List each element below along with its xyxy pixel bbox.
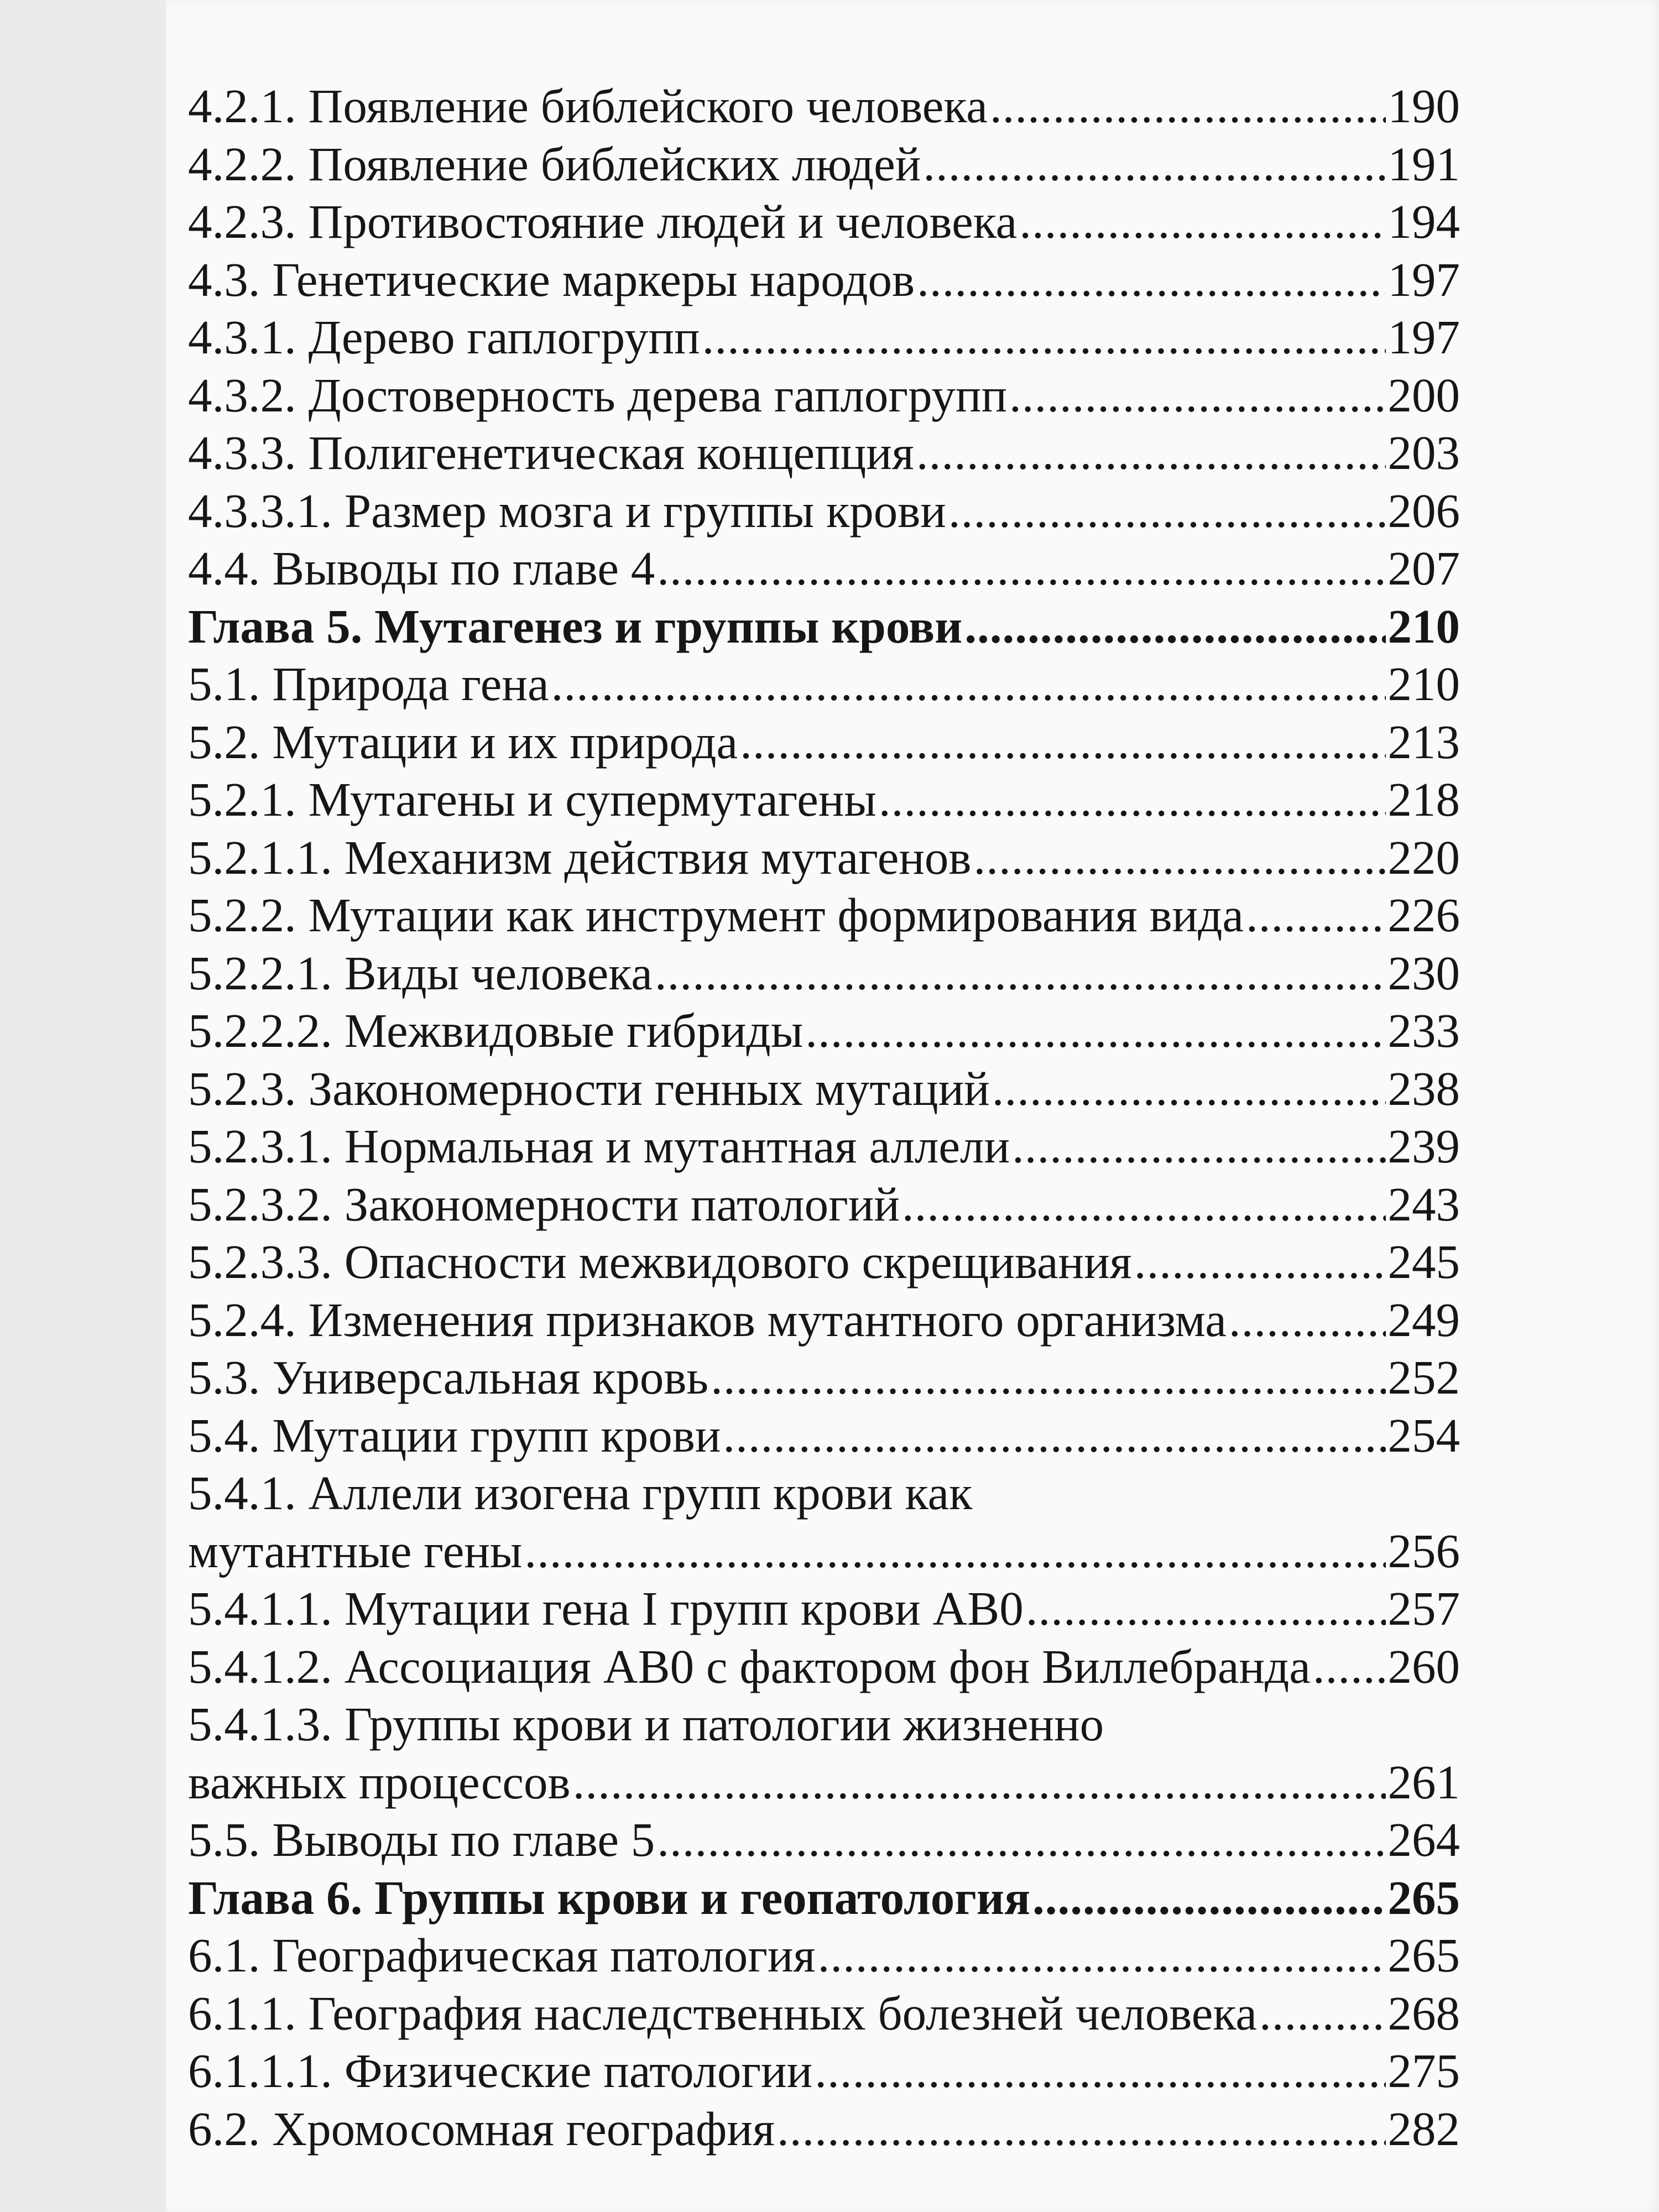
toc-entry-title: 5.3. Универсальная кровь: [188, 1350, 709, 1404]
table-of-contents: [188, 77, 1460, 2158]
toc-entry-page-number: 252: [1387, 1350, 1460, 1404]
dot-leader: [657, 540, 1385, 598]
dot-leader: [1229, 1291, 1386, 1349]
dot-leader: [815, 2042, 1385, 2100]
dot-leader: [916, 424, 1386, 482]
dot-leader: [702, 309, 1386, 367]
toc-entry: [188, 309, 1460, 367]
toc-entry-title: важных процессов: [188, 1755, 571, 1809]
dot-leader: [1313, 1638, 1386, 1696]
toc-entry-first-line: [188, 1695, 1460, 1754]
toc-entry-page-number: 239: [1387, 1119, 1460, 1173]
toc-entry-title: 5.2.2.2. Межвидовые гибриды: [188, 1004, 804, 1057]
toc-entry: [188, 1985, 1460, 2043]
dot-leader: [1026, 1580, 1386, 1638]
toc-entry: [188, 424, 1460, 482]
toc-entry-title: 4.4. Выводы по главе 4: [188, 541, 655, 595]
toc-entry-title: 5.4.1.3. Группы крови и патологии жизненно: [188, 1697, 1104, 1751]
toc-entry-page-number: 210: [1387, 599, 1460, 653]
toc-entry: [188, 1754, 1460, 1812]
toc-entry: [188, 540, 1460, 598]
toc-entry: [188, 1580, 1460, 1638]
toc-entry-title: 6.2. Хромосомная география: [188, 2101, 775, 2156]
toc-entry-first-line: [188, 1464, 1460, 1522]
toc-entry-page-number: 261: [1387, 1755, 1460, 1809]
toc-entry-page-number: 265: [1387, 1928, 1460, 1982]
toc-entry-title: 5.1. Природа гена: [188, 657, 549, 711]
toc-entry-title: 4.2.2. Появление библейских людей: [188, 137, 921, 191]
toc-entry-page-number: 197: [1387, 252, 1460, 306]
toc-entry-title: 6.1.1.1. Физические патологии: [188, 2044, 813, 2098]
toc-entry-page-number: 203: [1387, 426, 1460, 479]
dot-leader: [573, 1754, 1386, 1812]
toc-entry-title: 5.2.1.1. Механизм действия мутагенов: [188, 830, 972, 884]
toc-entry: [188, 251, 1460, 309]
dot-leader: [948, 482, 1386, 540]
dot-leader: [711, 1349, 1385, 1407]
toc-entry: [188, 1811, 1460, 1869]
dot-leader: [740, 713, 1385, 771]
toc-entry-title: мутантные гены: [188, 1524, 523, 1578]
toc-entry: [188, 713, 1460, 771]
toc-entry: [188, 77, 1460, 135]
toc-entry: [188, 1233, 1460, 1291]
dot-leader: [723, 1407, 1385, 1465]
toc-entry-title: 5.2.2. Мутации как инструмент формирования вида: [188, 888, 1244, 942]
dot-leader: [923, 135, 1385, 194]
toc-entry-page-number: 254: [1387, 1408, 1460, 1462]
toc-entry: [188, 1176, 1460, 1234]
toc-entry-title: 4.3.1. Дерево гаплогрупп: [188, 310, 700, 364]
toc-entry: [188, 1407, 1460, 1465]
toc-entry-page-number: 210: [1387, 657, 1460, 711]
toc-entry-title: 4.3.3.1. Размер мозга и группы крови: [188, 483, 946, 538]
toc-entry-title: Глава 6. Группы крови и геопатология: [188, 1870, 1031, 1924]
toc-entry-page-number: 260: [1387, 1639, 1460, 1693]
toc-entry-title: 5.4.1. Аллели изогена групп крови как: [188, 1466, 973, 1520]
toc-entry: [188, 1060, 1460, 1118]
toc-entry-title: 5.2.2.1. Виды человека: [188, 946, 653, 1000]
toc-entry: [188, 2100, 1460, 2158]
toc-entry-page-number: 256: [1387, 1524, 1460, 1578]
toc-entry: [188, 598, 1460, 656]
toc-entry-title: 4.3.2. Достоверность дерева гаплогрупп: [188, 368, 1008, 422]
toc-entry: [188, 1291, 1460, 1349]
toc-entry-page-number: 265: [1387, 1870, 1460, 1924]
toc-entry-title: 6.1. Географическая патология: [188, 1928, 816, 1982]
toc-entry-page-number: 191: [1387, 137, 1460, 191]
toc-entry-page-number: 197: [1387, 310, 1460, 364]
toc-entry: [188, 1869, 1460, 1927]
toc-entry: [188, 135, 1460, 194]
dot-leader: [1019, 193, 1385, 251]
dot-leader: [973, 829, 1385, 887]
toc-entry-page-number: 190: [1387, 79, 1460, 133]
dot-leader: [657, 1811, 1385, 1869]
toc-entry-title: 5.2. Мутации и их природа: [188, 714, 738, 769]
toc-entry: [188, 1349, 1460, 1407]
toc-entry-title: Глава 5. Мутагенез и группы крови: [188, 599, 963, 653]
toc-entry-page-number: 220: [1387, 830, 1460, 884]
toc-entry-title: 4.3. Генетические маркеры народов: [188, 252, 915, 306]
toc-entry-title: 4.3.3. Полигенетическая концепция: [188, 426, 914, 479]
toc-entry-page-number: 207: [1387, 541, 1460, 595]
toc-entry: [188, 886, 1460, 945]
toc-entry-title: 5.5. Выводы по главе 5: [188, 1813, 655, 1866]
dot-leader: [655, 945, 1386, 1003]
toc-entry-page-number: 268: [1387, 1986, 1460, 2040]
toc-entry-page-number: 264: [1387, 1813, 1460, 1866]
toc-entry: [188, 829, 1460, 887]
dot-leader: [1246, 886, 1385, 945]
dot-leader: [992, 1060, 1386, 1118]
dot-leader: [1134, 1233, 1386, 1291]
toc-entry-title: 5.4.1.1. Мутации гена I групп крови АВ0: [188, 1582, 1024, 1635]
toc-entry: [188, 482, 1460, 540]
dot-leader: [1032, 1869, 1385, 1927]
dot-leader: [917, 251, 1385, 309]
dot-leader: [1259, 1985, 1386, 2043]
toc-entry-title: 6.1.1. География наследственных болезней человека: [188, 1986, 1257, 2040]
toc-entry-title: 5.2.3. Закономерности генных мутаций: [188, 1061, 990, 1115]
toc-entry-page-number: 245: [1387, 1235, 1460, 1288]
toc-entry: [188, 655, 1460, 713]
toc-entry: [188, 1927, 1460, 1985]
toc-entry-title: 4.2.1. Появление библейского человека: [188, 79, 988, 133]
toc-entry-title: 5.2.4. Изменения признаков мутантного организма: [188, 1292, 1227, 1347]
dot-leader: [879, 771, 1386, 829]
toc-entry-page-number: 218: [1387, 773, 1460, 826]
toc-entry-page-number: 230: [1387, 946, 1460, 1000]
toc-entry-page-number: 226: [1387, 888, 1460, 942]
dot-leader: [1012, 1118, 1385, 1176]
toc-entry: [188, 2042, 1460, 2100]
toc-entry: [188, 1118, 1460, 1176]
toc-entry: [188, 771, 1460, 829]
toc-entry-page-number: 238: [1387, 1061, 1460, 1115]
toc-entry: [188, 1002, 1460, 1060]
toc-entry: [188, 367, 1460, 425]
toc-entry-page-number: 257: [1387, 1582, 1460, 1635]
toc-entry-title: 5.2.3.3. Опасности межвидового скрещивания: [188, 1235, 1132, 1288]
toc-entry-page-number: 194: [1387, 195, 1460, 248]
toc-entry-page-number: 243: [1387, 1177, 1460, 1231]
dot-leader: [964, 598, 1385, 656]
toc-entry-title: 4.2.3. Противостояние людей и человека: [188, 195, 1018, 248]
dot-leader: [805, 1002, 1385, 1060]
toc-entry-title: 5.2.3.2. Закономерности патологий: [188, 1177, 900, 1231]
toc-entry-page-number: 206: [1387, 483, 1460, 538]
toc-entry-title: 5.4.1.2. Ассоциация АВ0 с фактором фон Виллебранда: [188, 1639, 1311, 1693]
dot-leader: [777, 2100, 1386, 2158]
dot-leader: [902, 1176, 1386, 1234]
dot-leader: [990, 77, 1386, 135]
toc-entry-page-number: 249: [1387, 1292, 1460, 1347]
toc-entry-title: 5.2.3.1. Нормальная и мутантная аллели: [188, 1119, 1010, 1173]
toc-entry-title: 5.4. Мутации групп крови: [188, 1408, 721, 1462]
dot-leader: [524, 1522, 1385, 1580]
toc-entry-page-number: 282: [1387, 2101, 1460, 2156]
dot-leader: [551, 655, 1386, 713]
toc-entry-page-number: 275: [1387, 2044, 1460, 2098]
dot-leader: [818, 1927, 1386, 1985]
toc-entry: [188, 1638, 1460, 1696]
dot-leader: [1009, 367, 1385, 425]
toc-entry: [188, 193, 1460, 251]
toc-entry-page-number: 200: [1387, 368, 1460, 422]
toc-entry-page-number: 213: [1387, 714, 1460, 769]
toc-entry-title: 5.2.1. Мутагены и супермутагены: [188, 773, 877, 826]
toc-entry-page-number: 233: [1387, 1004, 1460, 1057]
toc-entry: [188, 1522, 1460, 1580]
toc-entry: [188, 945, 1460, 1003]
